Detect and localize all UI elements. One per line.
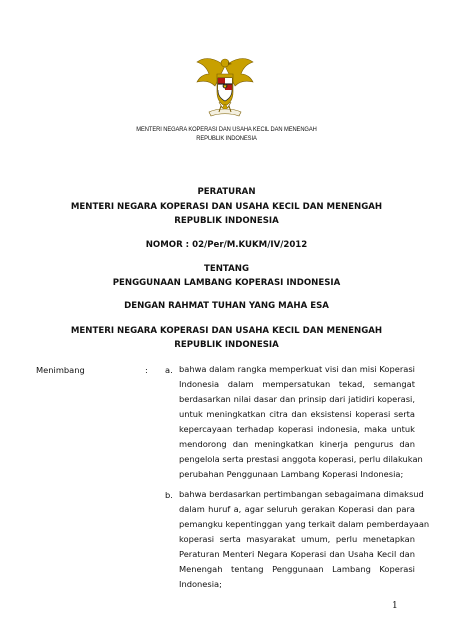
item-a-line: mendorong dan meningkatkan kinerja pengurus dan [179, 439, 415, 449]
item-b-line: Peraturan Menteri Negara Koperasi dan Usaha Kecil dan [179, 549, 415, 559]
item-a-line: kepercayaan terhadap koperasi indonesia, maka untuk [179, 424, 415, 434]
title-minister-2: MENTERI NEGARA KOPERASI DAN USAHA KECIL DAN MENENGAH [70, 326, 383, 336]
item-a-marker: a. [165, 365, 173, 375]
item-b-line: Indonesia; [179, 579, 222, 589]
item-b-line: Menengah tentang Penggunaan Lambang Koperasi [179, 564, 415, 574]
item-b-line: dalam huruf a, agar seluruh gerakan Koperasi dan para [179, 504, 415, 514]
regulation-subject: PENGGUNAAN LAMBANG KOPERASI INDONESIA [112, 278, 341, 288]
title-republic: REPUBLIK INDONESIA [174, 216, 279, 226]
item-a-line: untuk meningkatkan citra dan eksistensi koperasi serta [179, 409, 415, 419]
item-a-line: pengelola serta prestasi anggota koperasi, perlu dilakukan [179, 454, 423, 464]
regulation-number: NOMOR : 02/Per/M.KUKM/IV/2012 [145, 240, 308, 250]
garuda-emblem-icon [195, 52, 255, 122]
item-b-marker: b. [165, 490, 173, 500]
menimbang-label: Menimbang [36, 365, 85, 375]
item-b-line: bahwa berdasarkan pertimbangan sebagaimana dimaksud [179, 489, 424, 499]
item-a-line: berdasarkan nilai dasar dan prinsip dari jatidiri koperasi, [179, 394, 415, 404]
item-b-line: koperasi serta masyarakat umum, perlu menetapkan [179, 534, 415, 544]
header-line-2: REPUBLIK INDONESIA [196, 135, 257, 142]
title-tentang: TENTANG [203, 264, 250, 274]
item-b-line: pemangku kepentinggan yang terkait dalam pemberdayaan [179, 519, 430, 529]
item-a-line: perubahan Penggunaan Lambang Koperasi Indonesia; [179, 469, 404, 479]
title-rahmat: DENGAN RAHMAT TUHAN YANG MAHA ESA [124, 301, 329, 311]
item-a-text [179, 362, 423, 482]
item-a-line: Indonesia dalam mempersatukan tekad, semangat [179, 379, 415, 389]
menimbang-colon: : [145, 365, 148, 375]
title-peraturan: PERATURAN [197, 187, 256, 197]
title-republic-2: REPUBLIK INDONESIA [174, 340, 279, 350]
title-minister: MENTERI NEGARA KOPERASI DAN USAHA KECIL DAN MENENGAH [70, 202, 383, 212]
page-number: 1 [392, 601, 398, 611]
item-a-line: bahwa dalam rangka memperkuat visi dan misi Koperasi [179, 364, 415, 374]
item-b-text [179, 487, 430, 592]
header-line-1: MENTERI NEGARA KOPERASI DAN USAHA KECIL DAN MENENGAH [136, 126, 317, 133]
